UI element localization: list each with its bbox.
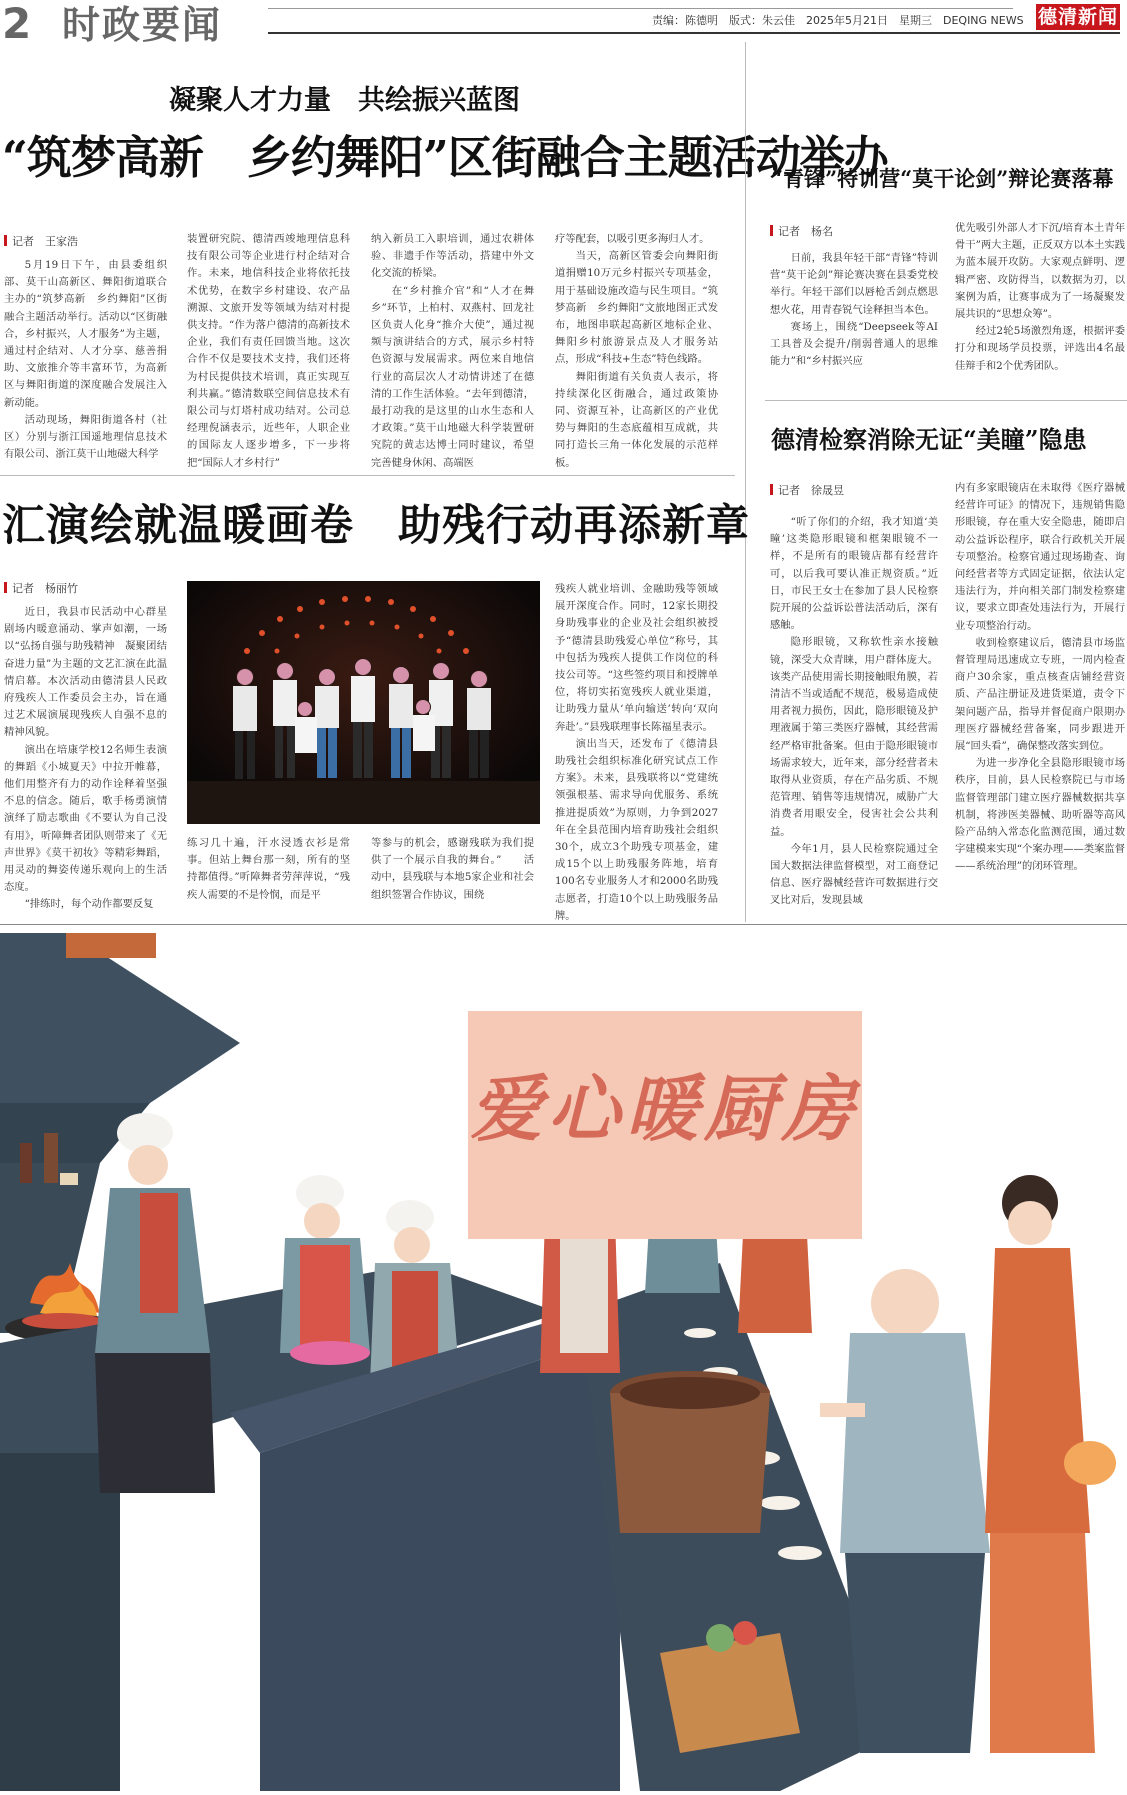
article4-byline-text: 记者 徐晟昱	[778, 484, 844, 497]
paragraph: 日前，我县年轻干部“青锋”特训营“莫干论剑”辩论赛决赛在县委党校举行。年轻干部们以唇枪舌剑点燃思想火花，用青春锐气诠释担当本色。	[770, 252, 938, 316]
article3-under-photo-1	[187, 835, 350, 915]
paragraph: 今年1月，县人民检察院通过全国大数据法律监督模型，对工商登记信息、医疗器械经营许可数据进行交叉比对后，发现县域	[770, 842, 938, 907]
byline-marker	[4, 235, 7, 246]
paragraph: 内有多家眼镜店在未取得《医疗器械经营许可证》的情况下，违规销售隐形眼镜，存在重大安全隐患，随即启动公益诉讼程序，联合行政机关开展专项整治。检察官通过现场勘查、询问经营者等方式固定证据，依法认定违法行为，并向相关部门制发检察建议，要求立即查处违法行为，开展行业专项整治行动。	[955, 482, 1125, 632]
illustration-banner	[468, 1011, 862, 1239]
byline-marker	[770, 484, 773, 495]
article3-under-photo-1-text: 练习几十遍，汗水浸透衣衫是常事。但站上舞台那一刻，所有的坚持都值得。”听障舞者劳萍萍说，“残疾人需要的不是怜悯，而是平	[187, 837, 350, 901]
paragraph: 隐形眼镜，又称软性亲水接触镜，深受大众青睐，用户群体庞大。该类产品使用需长期接触眼角膜，若清洁不当或适配不规范，极易造成使用者视力损伤，因此，隐形眼镜及护理液属于第三类医疗器械，其经营需经严格审批备案。但由于隐形眼镜市场需求较大，近年来，部分经营者未取得从业资质，存在产品劣质、不规范管理、销售等违规情况，威胁广大消费者用眼安全，侵害社会公共利益。	[770, 636, 938, 838]
article4-title: 德清检察消除无证“美瞳”隐患	[771, 425, 1087, 454]
paragraph: 收到检察建议后，德清县市场监督管理局迅速成立专班，一周内检查商户30余家，重点核查店铺经营资质、产品注册证及进货渠道，责令下架问题产品，指导并督促商户限期办理医疗器械经营备案，同步跟进开展“回头看”，确保整改落实到位。	[955, 636, 1125, 753]
article4-column-1	[770, 514, 938, 914]
article1-column-2	[187, 231, 350, 469]
masthead-logo: 德清新闻	[1037, 6, 1118, 28]
article2-byline	[770, 223, 833, 239]
article1-byline-text: 记者 王家浩	[12, 235, 78, 248]
paragraph: 在“乡村推介官”和“人才在舞乡”环节，上柏村、双燕村、回龙社区负责人化身“推介大使”，通过视频与演讲结合的方式，展示乡村特色资源与发展需求。两位来自地信行业的高层次人才动情讲述了在德清的工作生活体验。“去年到德清，最打动我的是这里的山水生态和人才政策。”莫干山地磁大科学装置研究院的黄志达博士同时建议，希望完善健身休闲、高端医	[371, 284, 534, 469]
article1-column-1	[4, 257, 167, 465]
header-rule	[268, 8, 1013, 9]
paragraph: 残疾人就业培训、金融助残等领域展开深度合作。同时，12家长期投身助残事业的企业及社会组织被授予“德清县助残爱心单位”称号，其中包括为残疾人提供工作岗位的科技公司等。“这些签约项目和授牌单位，将切实拓宽残疾人就业渠道，让助残力量从‘单向输送’转向‘双向奔赴’。”县残联理事长陈福星表示。	[555, 583, 718, 733]
paragraph: 演出在培康学校12名师生表演的舞蹈《小城夏天》中拉开帷幕，他们用整齐有力的动作诠释着坚强不息的信念。随后，歌手杨勇演情演绎了励志歌曲《不要认为自己没有用》，听障舞者团队则带来了《无声世界》《莫干初妆》等精彩舞蹈，用灵动的舞姿传递乐观向上的生活态度。	[4, 743, 167, 894]
illustration-divider	[0, 924, 1127, 925]
article4-byline	[770, 482, 844, 498]
column-divider	[745, 42, 746, 922]
article3-under-photo-2-text: 等参与的机会，感谢残联为我们提供了一个展示自我的舞台。” 活动中，县残联与本地5家企业和社会组织签署合作协议，围绕	[371, 837, 534, 901]
paragraph: 纳入新员工入职培训，通过农耕体验、非遗手作等活动，搭建中外文化交流的桥梁。	[371, 233, 534, 280]
paragraph: 活动现场，舞阳街道各村（社区）分别与浙江国遥地理信息技术有限公司、浙江莫干山地磁大科学	[4, 413, 167, 461]
article3-byline	[4, 580, 78, 596]
paragraph: 舞阳街道有关负责人表示，将持续深化区街融合，通过政策协同、资源互补，让高新区的产业优势与舞阳的生态底蕴相互成就，共同打造长三角一体化发展的示范样板。	[555, 370, 718, 469]
performance-photo	[187, 581, 540, 824]
article2-column-1	[770, 250, 938, 390]
paragraph: 演出当天，还发布了《德清县助残社会组织标准化研究试点工作方案》。未来，县残联将以“党建统领强根基、需求导向优服务、系统推进提质效”为原则，力争到2027年在全县范围内培育助残社会组织30个，成立3个助残专项基金，建成15个以上助残服务阵地，培育100名专业服务人才和2000名助残志愿者，打造10个以上助残服务品牌。	[555, 737, 718, 922]
section-title: 时政要闻	[62, 3, 223, 47]
article3-column-1	[4, 604, 167, 914]
paragraph: “听了你们的介绍，我才知道‘美瞳’这类隐形眼镜和框架眼镜不一样，不是所有的眼镜店都有经营许可，以后我可要认准正规资质。”近日，市民王女士在参加了县人民检察院开展的公益诉讼普法活动后，深有感触。	[770, 516, 938, 632]
byline-marker	[770, 225, 773, 236]
paragraph: 为进一步净化全县隐形眼镜市场秩序，目前，县人民检察院已与市场监督管理部门建立医疗器械数据共享机制，将涉医美器械、助听器等高风险产品纳入常态化监测范围，通过数字建模来实现“个案办理——类案监督——系统治理”的闭环管理。	[955, 757, 1126, 873]
header-meta: 责编：陈德明 版式：朱云佳 2025年5月21日 星期三 DEQING NEWS	[652, 14, 1024, 27]
banner-title: 爱心暖厨房	[469, 1066, 860, 1151]
article2-byline-text: 记者 杨名	[778, 225, 833, 238]
article1-title: “筑梦高新 乡约舞阳”区街融合主题活动举办	[2, 131, 888, 184]
article3-divider	[0, 475, 735, 476]
article1-column-4	[555, 231, 718, 469]
paragraph: 疗等配套，以吸引更多海归人才。	[555, 233, 710, 245]
paragraph: 赛场上，围绕“Deepseek等AI工具普及会提升/削弱普通人的思维能力”和“乡村振兴应	[770, 320, 938, 368]
article1-byline	[4, 233, 78, 249]
paragraph: 5月19日下午，由县委组织部、莫干山高新区、舞阳街道联合主办的“筑梦高新 乡约舞阳”区街融合主题活动举行。活动以“区街融合，乡村振兴，人才服务”为主题，通过村企结对、人才分享、慈善捐助、文旅推介等丰富环节，为高新区与舞阳街道的深度融合发展注入新动能。	[4, 259, 167, 409]
paragraph: 优先吸引外部人才下沉/培育本土青年骨干”两大主题，正反双方以本土实践为蓝本展开攻防。大家观点鲜明、逻辑严密、攻防得当，以数据为刃，以案例为盾，让赛事成为了一场凝聚发展共识的“思想众筹”。	[955, 222, 1126, 321]
article3-column-4	[555, 581, 718, 922]
paragraph: “排练时，每个动作都要反复	[24, 898, 154, 911]
article4-column-2	[955, 480, 1125, 914]
stage-photo-art	[187, 581, 540, 824]
article3-byline-text: 记者 杨丽竹	[12, 582, 78, 595]
header-underline	[268, 32, 1120, 34]
article2-title: “青锋”特训营“莫干论剑”辩论赛落幕	[771, 166, 1114, 191]
paragraph: 近日，我县市民活动中心群星剧场内暖意涌动、掌声如潮，一场以“弘扬自强与助残精神 凝聚团结奋进力量”为主题的文艺汇演在此温情启幕。本次活动由德清县人民政府残疾人工作委员会主办，旨在通过艺术展演展现残疾人自强不息的精神风貌。	[4, 606, 167, 739]
byline-marker	[4, 582, 7, 593]
article2-column-2	[955, 220, 1125, 390]
paragraph: 经过2轮5场激烈角逐，根据评委打分和现场学员投票，评选出4名最佳辩手和2个优秀团队。	[955, 325, 1125, 372]
article3-title: 汇演绘就温暖画卷 助残行动再添新章	[2, 501, 750, 551]
article3-under-photo-2	[371, 835, 534, 915]
paragraph: 装置研究院、德清西竣地理信息科技有限公司等企业进行村企结对合作。未来，地信科技企业将依托技术优势，在数字乡村建设、农产品溯源、文旅开发等领域为结对村提供支持。“作为落户德清的高新技术企业，我们有责任回馈当地。这次合作不仅是要技术支持，我们还将为村民提供技术培训，真正实现互利共赢。”德清数联空间信息技术有限公司与灯塔村成功结对。公司总经理倪涵表示，近些年，人职企业的国际友人逐步增多，下一步将把“国际人才乡村行”	[187, 233, 350, 469]
article2-divider	[765, 400, 1127, 401]
paragraph: 当天，高新区管委会向舞阳街道捐赠10万元乡村振兴专项基金，用于基础设施改造与民生项目。“筑梦高新 乡约舞阳”文旅地图正式发布，地图串联起高新区地标企业、舞阳乡村旅游景点及人才服务站点，形成“科技+生态”特色线路。	[555, 250, 718, 366]
article1-column-3	[371, 231, 534, 469]
article1-subtitle: 凝聚人才力量 共绘振兴蓝图	[169, 85, 520, 116]
page-number: 2	[2, 0, 32, 48]
